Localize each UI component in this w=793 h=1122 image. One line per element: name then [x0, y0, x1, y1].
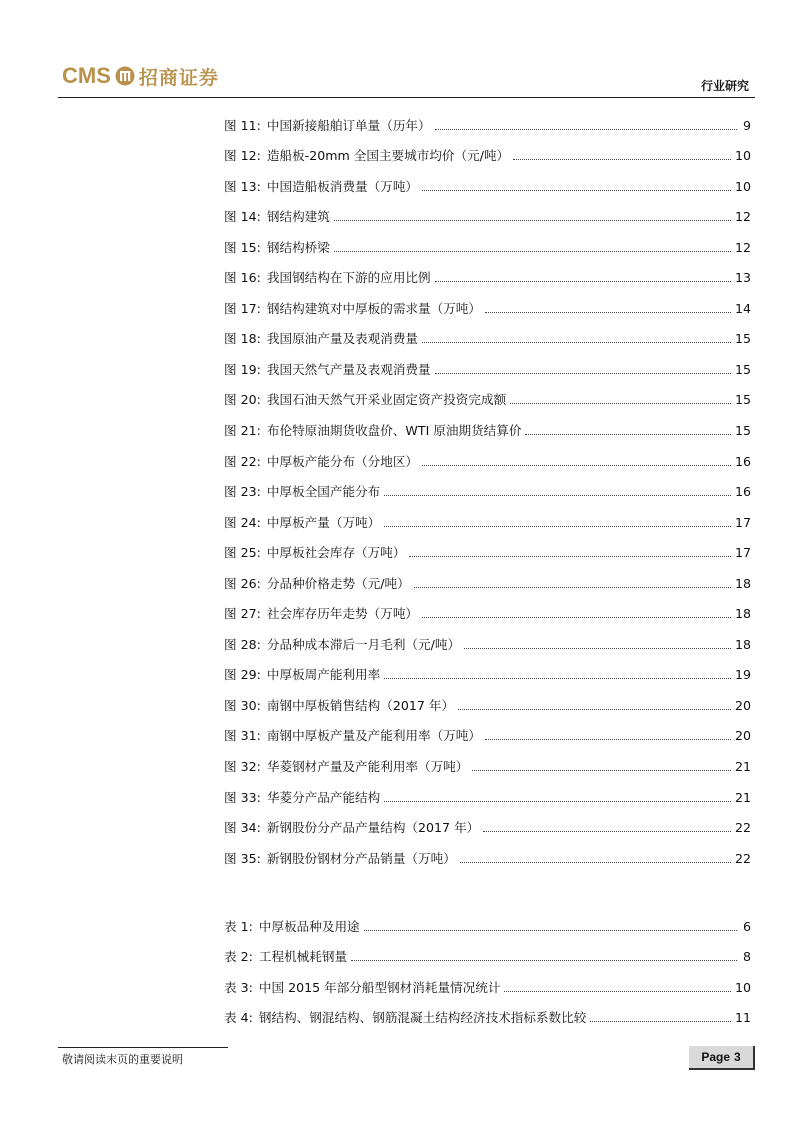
entry-page-number: 15 [734, 392, 751, 408]
entry-page-number: 22 [734, 820, 751, 836]
entry-page-number: 18 [734, 636, 751, 652]
figure-index-entry[interactable] [224, 653, 751, 684]
entry-page-number: 12 [734, 209, 751, 225]
entry-label: 图 13: [224, 178, 261, 194]
logo-emblem-icon [115, 66, 135, 86]
figure-index-list [224, 103, 751, 867]
entry-label: 图 27: [224, 606, 261, 622]
entry-label: 图 22: [224, 453, 261, 469]
entry-title: 中厚板产量（万吨） [266, 514, 381, 530]
entry-title: 南钢中厚板产量及产能利用率（万吨） [266, 728, 481, 744]
figure-index-entry[interactable] [224, 470, 751, 501]
entry-title: 中厚板产能分布（分地区） [266, 453, 419, 469]
figure-index-entry[interactable] [224, 561, 751, 592]
dot-leader [384, 800, 731, 802]
dot-leader [384, 494, 731, 496]
dot-leader [422, 464, 731, 466]
dot-leader [435, 280, 731, 282]
entry-page-number: 21 [734, 789, 751, 805]
dot-leader [384, 525, 731, 527]
section-label: 行业研究 [700, 79, 749, 93]
entry-page-number: 20 [734, 728, 751, 744]
entry-label: 图 23: [224, 484, 261, 500]
logo-chinese-text: 招商证券 [138, 66, 219, 89]
entry-label: 图 20: [224, 392, 261, 408]
entry-title: 中厚板周产能利用率 [266, 667, 381, 683]
entry-title: 新钢股份分产品产量结构（2017 年） [266, 820, 480, 836]
entry-title: 中国新接船舶订单量（历年） [266, 117, 431, 133]
entry-label: 图 31: [224, 728, 261, 744]
figure-index-entry[interactable] [224, 531, 751, 562]
table-index-entry[interactable] [224, 965, 751, 996]
entry-label: 图 14: [224, 209, 261, 225]
figure-index-entry[interactable] [224, 103, 751, 134]
entry-title: 造船板-20mm 全国主要城市均价（元/吨） [266, 148, 510, 164]
entry-label: 图 11: [224, 117, 261, 133]
dot-leader [435, 128, 737, 130]
figure-index-entry[interactable] [224, 317, 751, 348]
entry-label: 图 28: [224, 636, 261, 652]
entry-title: 我国原油产量及表观消费量 [266, 331, 419, 347]
entry-title: 南钢中厚板销售结构（2017 年） [266, 697, 455, 713]
entry-title: 中厚板社会库存（万吨） [266, 545, 406, 561]
entry-title: 钢结构建筑 [266, 209, 330, 225]
dot-leader [364, 929, 737, 931]
dot-leader [464, 647, 731, 649]
entry-title: 社会库存历年走势（万吨） [266, 606, 419, 622]
entry-page-number: 10 [734, 148, 751, 164]
entry-label: 图 30: [224, 697, 261, 713]
entry-label: 图 16: [224, 270, 261, 286]
entry-page-number: 10 [734, 979, 751, 995]
entry-label: 图 24: [224, 514, 261, 530]
entry-label: 图 12: [224, 148, 261, 164]
entry-label: 图 21: [224, 423, 261, 439]
entry-label: 图 19: [224, 361, 261, 377]
dot-leader [334, 250, 731, 252]
entry-title: 华菱分产品产能结构 [266, 789, 381, 805]
entry-page-number: 20 [734, 697, 751, 713]
entry-page-number: 12 [734, 239, 751, 255]
figure-index-entry[interactable] [224, 134, 751, 165]
entry-title: 分品种价格走势（元/吨） [266, 575, 410, 591]
figure-index-entry[interactable] [224, 195, 751, 226]
header-divider [58, 97, 755, 98]
entry-title: 华菱钢材产量及产能利用率（万吨） [266, 759, 469, 775]
table-index-entry[interactable] [224, 935, 751, 966]
page-number-box [689, 1046, 755, 1070]
entry-page-number: 17 [734, 514, 751, 530]
entry-title: 我国钢结构在下游的应用比例 [266, 270, 431, 286]
figure-index-entry[interactable] [224, 225, 751, 256]
entry-page-number: 6 [742, 918, 751, 934]
figure-index-entry[interactable] [224, 806, 751, 837]
entry-page-number: 10 [734, 178, 751, 194]
entry-label: 图 34: [224, 820, 261, 836]
dot-leader [384, 677, 731, 679]
entry-page-number: 21 [734, 759, 751, 775]
dot-leader [422, 341, 731, 343]
dot-leader [435, 372, 731, 374]
entry-page-number: 11 [734, 1010, 751, 1025]
entry-title: 中国造船板消费量（万吨） [266, 178, 419, 194]
entry-label: 图 15: [224, 239, 261, 255]
dot-leader [483, 830, 731, 832]
entry-title: 分品种成本滞后一月毛利（元/吨） [266, 636, 461, 652]
entry-title: 工程机械耗钢量 [258, 949, 348, 964]
footer-divider [58, 1047, 228, 1048]
figure-index-entry[interactable] [224, 622, 751, 653]
dot-leader [510, 402, 731, 404]
company-logo [62, 61, 219, 91]
entry-title: 钢结构、钢混结构、钢筋混凝土结构经济技术指标系数比较 [258, 1010, 587, 1025]
dot-leader [422, 189, 731, 191]
entry-label: 图 17: [224, 300, 261, 316]
entry-page-number: 9 [742, 117, 751, 133]
entry-label: 图 33: [224, 789, 261, 805]
dot-leader [485, 311, 731, 313]
page-header [0, 0, 793, 100]
entry-page-number: 15 [734, 423, 751, 439]
entry-title: 钢结构桥梁 [266, 239, 330, 255]
entry-title: 布伦特原油期货收盘价、WTI 原油期货结算价 [266, 423, 522, 439]
entry-page-number: 19 [734, 667, 751, 683]
table-index-list [224, 904, 751, 1026]
entry-page-number: 15 [734, 361, 751, 377]
dot-leader [422, 616, 731, 618]
figure-index-entry[interactable] [224, 714, 751, 745]
dot-leader [460, 861, 731, 863]
entry-page-number: 18 [734, 606, 751, 622]
entry-title: 中厚板全国产能分布 [266, 484, 381, 500]
figure-index-entry[interactable] [224, 256, 751, 287]
dot-leader [590, 1020, 731, 1022]
dot-leader [504, 990, 731, 992]
disclaimer-note: 敬请阅读末页的重要说明 [62, 1053, 183, 1066]
dot-leader [513, 158, 731, 160]
table-index-entry[interactable] [224, 996, 751, 1027]
figure-index-entry[interactable] [224, 164, 751, 195]
entry-label: 表 4: [224, 1010, 253, 1025]
entry-label: 图 18: [224, 331, 261, 347]
entry-page-number: 14 [734, 300, 751, 316]
figure-index-entry[interactable] [224, 286, 751, 317]
entry-title: 钢结构建筑对中厚板的需求量（万吨） [266, 300, 481, 316]
entry-page-number: 8 [742, 949, 751, 964]
dot-leader [525, 433, 731, 435]
entry-page-number: 16 [734, 484, 751, 500]
entry-label: 图 32: [224, 759, 261, 775]
entry-title: 我国石油天然气开采业固定资产投资完成额 [266, 392, 507, 408]
figure-index-entry[interactable] [224, 439, 751, 470]
entry-title: 新钢股份钢材分产品销量（万吨） [266, 850, 456, 866]
dot-leader [351, 959, 737, 961]
figure-index-entry[interactable] [224, 378, 751, 409]
figure-index-entry[interactable] [224, 592, 751, 623]
entry-label: 表 3: [224, 979, 253, 995]
entry-label: 图 26: [224, 575, 261, 591]
figure-index-entry[interactable] [224, 408, 751, 439]
table-index-entry[interactable] [224, 904, 751, 935]
entry-page-number: 22 [734, 850, 751, 866]
dot-leader [458, 708, 731, 710]
figure-index-entry[interactable] [224, 347, 751, 378]
entry-title: 中厚板品种及用途 [258, 918, 360, 934]
logo-latin-text: CMS [62, 63, 111, 88]
figure-index-entry[interactable] [224, 836, 751, 867]
dot-leader [485, 738, 731, 740]
entry-label: 图 25: [224, 545, 261, 561]
figure-index-entry[interactable] [224, 744, 751, 775]
entry-title: 我国天然气产量及表观消费量 [266, 361, 431, 377]
entry-title: 中国 2015 年部分船型钢材消耗量情况统计 [258, 979, 501, 995]
entry-page-number: 13 [734, 270, 751, 286]
page-prefix: Page [701, 1050, 730, 1064]
figure-index-entry[interactable] [224, 500, 751, 531]
entry-label: 图 35: [224, 850, 261, 866]
entry-label: 表 2: [224, 949, 253, 964]
entry-label: 表 1: [224, 918, 253, 934]
figure-index-entry[interactable] [224, 775, 751, 806]
figure-index-entry[interactable] [224, 683, 751, 714]
entry-page-number: 15 [734, 331, 751, 347]
entry-page-number: 17 [734, 545, 751, 561]
dot-leader [472, 769, 731, 771]
dot-leader [334, 219, 731, 221]
page-number: 3 [734, 1050, 741, 1064]
dot-leader [409, 555, 731, 557]
entry-label: 图 29: [224, 667, 261, 683]
entry-page-number: 18 [734, 575, 751, 591]
entry-page-number: 16 [734, 453, 751, 469]
dot-leader [414, 586, 731, 588]
